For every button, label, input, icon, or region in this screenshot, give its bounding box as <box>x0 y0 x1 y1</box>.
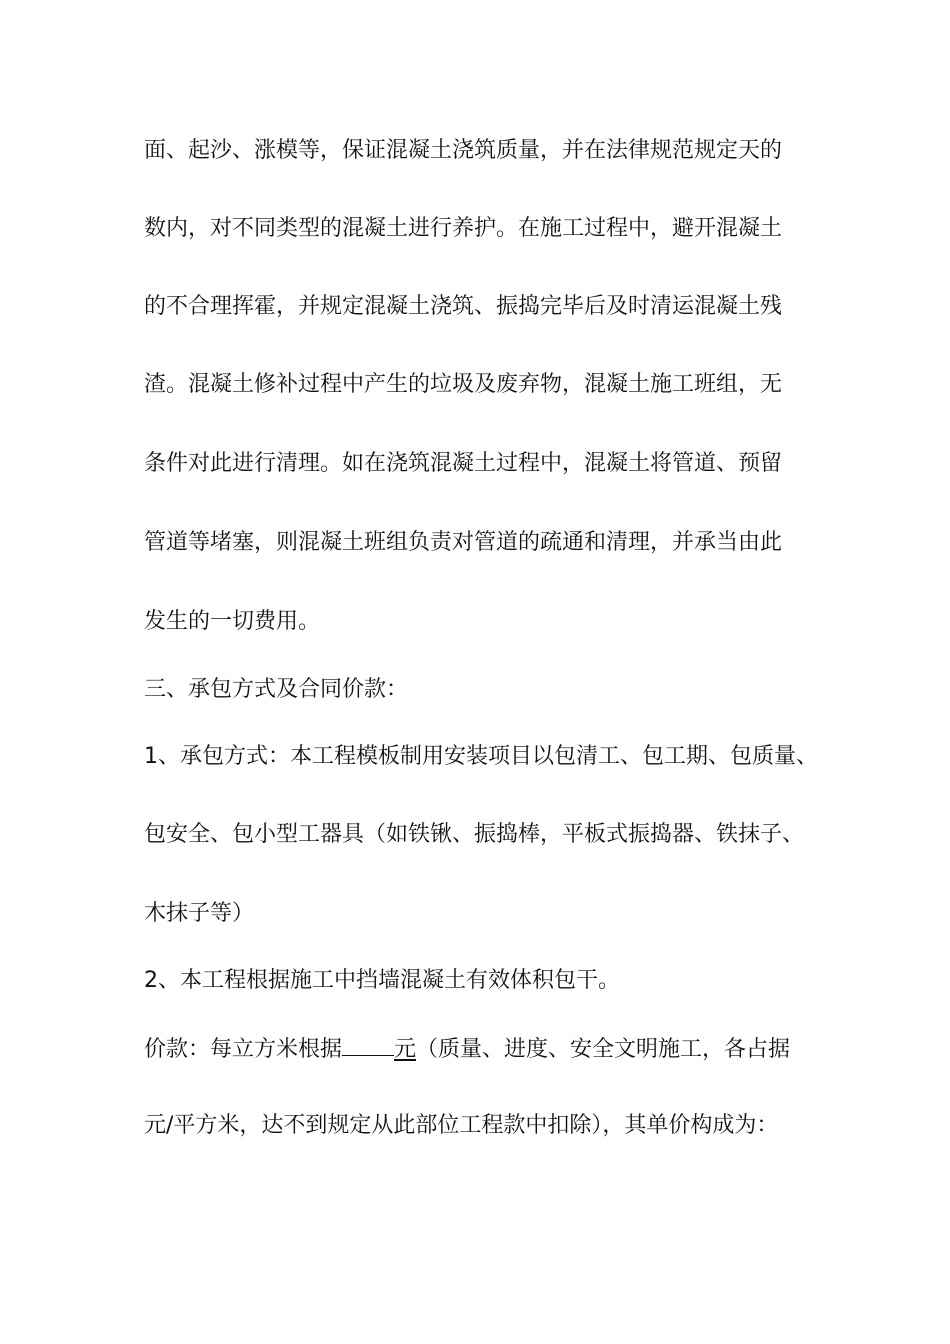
paragraph-line: 管道等堵塞，则混凝土班组负责对管道的疏通和清理，并承当由此 <box>144 530 783 555</box>
paragraph-line: 的不合理挥霍，并规定混凝土浇筑、振捣完毕后及时清运混凝土残 <box>144 294 783 319</box>
paragraph-line: 渣。混凝土修补过程中产生的垃圾及废弃物，混凝土施工班组，无 <box>144 372 783 397</box>
paragraph-line: 元/平方米，达不到规定从此部位工程款中扣除），其单价构成为： <box>144 1113 779 1138</box>
paragraph-line: 数内，对不同类型的混凝土进行养护。在施工过程中，避开混凝土 <box>144 216 783 241</box>
paragraph-line: 面、起沙、涨模等，保证混凝土浇筑质量，并在法律规范规定天的 <box>144 138 783 163</box>
price-suffix: （质量、进度、安全文明施工，各占据 <box>416 1037 791 1062</box>
price-line <box>144 1033 790 1065</box>
price-prefix: 价款：每立方米根据 <box>144 1037 343 1062</box>
blank-underline <box>342 1033 394 1056</box>
section-heading: 三、承包方式及合同价款： <box>144 677 409 702</box>
price-unit: 元 <box>394 1037 417 1062</box>
paragraph-line: 发生的一切费用。 <box>144 609 321 634</box>
paragraph-line: 木抹子等） <box>144 901 255 926</box>
paragraph-line: 包安全、包小型工器具（如铁锹、振捣棒，平板式振捣器、铁抹子、 <box>144 822 805 847</box>
paragraph-line: 条件对此进行清理。如在浇筑混凝土过程中，混凝土将管道、预留 <box>144 451 783 476</box>
paragraph-line: 2、本工程根据施工中挡墙混凝土有效体积包干。 <box>144 968 620 993</box>
paragraph-line: 1、承包方式：本工程模板制用安装项目以包清工、包工期、包质量、 <box>144 744 818 769</box>
